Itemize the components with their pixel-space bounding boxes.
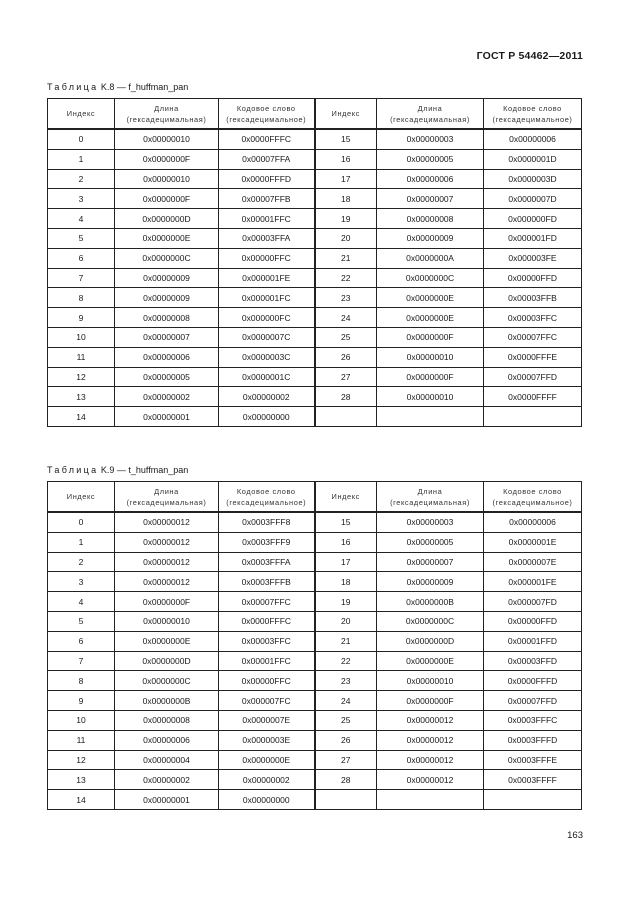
index-cell: 26 (315, 730, 377, 750)
code-cell: 0x00003FFA (219, 228, 315, 248)
code-cell: 0x0000003C (219, 347, 315, 367)
length-cell: 0x00000005 (115, 367, 219, 387)
index-cell: 20 (315, 228, 377, 248)
code-cell: 0x00000006 (484, 129, 582, 149)
length-cell: 0x0000000E (377, 651, 484, 671)
length-cell: 0x0000000B (115, 691, 219, 711)
table-row (48, 770, 582, 790)
index-cell (315, 790, 377, 810)
index-cell: 12 (48, 367, 115, 387)
code-cell: 0x00000002 (219, 387, 315, 407)
index-cell: 20 (315, 611, 377, 631)
table-row (48, 189, 582, 209)
code-cell (484, 790, 582, 810)
index-cell: 3 (48, 189, 115, 209)
code-cell: 0x00000002 (219, 770, 315, 790)
index-cell: 7 (48, 268, 115, 288)
length-cell: 0x00000003 (377, 512, 484, 532)
table-header-row (48, 99, 582, 130)
length-cell (377, 790, 484, 810)
col-length-header: Длина (гексадецимальная) (377, 482, 484, 513)
length-cell: 0x00000006 (377, 169, 484, 189)
code-cell: 0x00001FFC (219, 209, 315, 229)
index-cell: 19 (315, 592, 377, 612)
code-cell: 0x000007FD (484, 592, 582, 612)
table-row (48, 611, 582, 631)
code-cell: 0x0000FFFD (484, 671, 582, 691)
table-row (48, 129, 582, 149)
length-cell: 0x0000000F (115, 149, 219, 169)
table-row (48, 750, 582, 770)
index-cell: 1 (48, 149, 115, 169)
index-cell: 10 (48, 327, 115, 347)
code-cell: 0x000000FC (219, 308, 315, 328)
index-cell: 7 (48, 651, 115, 671)
code-cell: 0x0000007E (484, 552, 582, 572)
caption-lead: Таблица (47, 82, 99, 92)
index-cell: 23 (315, 671, 377, 691)
code-cell (484, 407, 582, 427)
code-cell: 0x0003FFFE (484, 750, 582, 770)
length-cell: 0x00000012 (377, 710, 484, 730)
index-cell (315, 407, 377, 427)
length-cell: 0x00000010 (377, 387, 484, 407)
code-cell: 0x0000FFFE (484, 347, 582, 367)
index-cell: 28 (315, 770, 377, 790)
code-cell: 0x0000001D (484, 149, 582, 169)
index-cell: 23 (315, 288, 377, 308)
table-row (48, 691, 582, 711)
length-cell: 0x0000000F (377, 327, 484, 347)
code-cell: 0x00007FFB (219, 189, 315, 209)
index-cell: 19 (315, 209, 377, 229)
length-cell: 0x00000010 (377, 347, 484, 367)
col-length-header: Длина (гексадецимальная) (115, 99, 219, 130)
length-cell: 0x0000000F (115, 189, 219, 209)
col-length-header: Длина (гексадецимальная) (115, 482, 219, 513)
index-cell: 4 (48, 209, 115, 229)
length-cell: 0x00000009 (377, 572, 484, 592)
index-cell: 16 (315, 532, 377, 552)
table-row (48, 532, 582, 552)
length-cell: 0x00000010 (115, 129, 219, 149)
index-cell: 6 (48, 248, 115, 268)
length-cell: 0x00000002 (115, 770, 219, 790)
index-cell: 25 (315, 327, 377, 347)
table-row (48, 552, 582, 572)
length-cell: 0x00000005 (377, 149, 484, 169)
code-cell: 0x0003FFF8 (219, 512, 315, 532)
length-cell: 0x00000007 (377, 189, 484, 209)
table-k9-caption (47, 465, 188, 475)
col-index-header: Индекс (315, 99, 377, 130)
code-cell: 0x0000007C (219, 327, 315, 347)
length-cell: 0x0000000D (115, 209, 219, 229)
table-k9 (47, 481, 582, 810)
code-cell: 0x00000000 (219, 407, 315, 427)
index-cell: 21 (315, 248, 377, 268)
length-cell: 0x00000007 (377, 552, 484, 572)
table-row (48, 671, 582, 691)
code-cell: 0x0000003D (484, 169, 582, 189)
table-row (48, 512, 582, 532)
table-row (48, 710, 582, 730)
length-cell: 0x00000005 (377, 532, 484, 552)
index-cell: 15 (315, 129, 377, 149)
caption-title: K.8 — f_huffman_pan (98, 82, 189, 92)
index-cell: 14 (48, 407, 115, 427)
length-cell: 0x00000012 (115, 572, 219, 592)
index-cell: 8 (48, 288, 115, 308)
code-cell: 0x0003FFFF (484, 770, 582, 790)
table-row (48, 730, 582, 750)
length-cell: 0x00000010 (377, 671, 484, 691)
length-cell: 0x0000000F (115, 592, 219, 612)
code-cell: 0x00003FFC (484, 308, 582, 328)
code-cell: 0x000007FC (219, 691, 315, 711)
length-cell: 0x00000001 (115, 790, 219, 810)
index-cell: 12 (48, 750, 115, 770)
length-cell: 0x0000000C (377, 268, 484, 288)
index-cell: 2 (48, 552, 115, 572)
index-cell: 9 (48, 308, 115, 328)
table-k8-caption (47, 82, 188, 92)
length-cell: 0x00000012 (377, 750, 484, 770)
index-cell: 17 (315, 552, 377, 572)
index-cell: 21 (315, 631, 377, 651)
length-cell: 0x0000000E (115, 631, 219, 651)
index-cell: 0 (48, 512, 115, 532)
standard-header: ГОСТ Р 54462—2011 (476, 50, 583, 62)
index-cell: 28 (315, 387, 377, 407)
code-cell: 0x0000FFFD (219, 169, 315, 189)
length-cell: 0x0000000E (377, 288, 484, 308)
code-cell: 0x00003FFC (219, 631, 315, 651)
code-cell: 0x00007FFA (219, 149, 315, 169)
table-row (48, 631, 582, 651)
length-cell: 0x00000012 (377, 730, 484, 750)
table-row (48, 149, 582, 169)
col-code-header: Кодовое слово (гексадецимальное) (219, 482, 315, 513)
code-cell: 0x0003FFF9 (219, 532, 315, 552)
table-row (48, 572, 582, 592)
index-cell: 6 (48, 631, 115, 651)
length-cell: 0x00000002 (115, 387, 219, 407)
length-cell: 0x0000000C (377, 611, 484, 631)
length-cell: 0x00000008 (377, 209, 484, 229)
table-row (48, 407, 582, 427)
code-cell: 0x0003FFFB (219, 572, 315, 592)
length-cell: 0x0000000C (115, 248, 219, 268)
caption-title: K.9 — t_huffman_pan (98, 465, 189, 475)
code-cell: 0x0000FFFC (219, 129, 315, 149)
index-cell: 8 (48, 671, 115, 691)
length-cell: 0x00000010 (115, 169, 219, 189)
code-cell: 0x000000FD (484, 209, 582, 229)
length-cell: 0x00000006 (115, 347, 219, 367)
length-cell: 0x00000008 (115, 710, 219, 730)
table-row (48, 288, 582, 308)
table-k8 (47, 98, 582, 427)
index-cell: 18 (315, 572, 377, 592)
code-cell: 0x0000FFFC (219, 611, 315, 631)
col-code-header: Кодовое слово (гексадецимальное) (219, 99, 315, 130)
length-cell: 0x0000000D (115, 651, 219, 671)
index-cell: 10 (48, 710, 115, 730)
code-cell: 0x0000007D (484, 189, 582, 209)
index-cell: 22 (315, 268, 377, 288)
code-cell: 0x0000000E (219, 750, 315, 770)
length-cell: 0x00000001 (115, 407, 219, 427)
code-cell: 0x0000003E (219, 730, 315, 750)
index-cell: 4 (48, 592, 115, 612)
col-code-header: Кодовое слово (гексадецимальное) (484, 99, 582, 130)
code-cell: 0x0000001E (484, 532, 582, 552)
table-row (48, 387, 582, 407)
length-cell: 0x00000003 (377, 129, 484, 149)
table-row (48, 248, 582, 268)
index-cell: 24 (315, 308, 377, 328)
code-cell: 0x000001FE (219, 268, 315, 288)
table-row (48, 308, 582, 328)
table-row (48, 367, 582, 387)
code-cell: 0x00007FFC (484, 327, 582, 347)
index-cell: 15 (315, 512, 377, 532)
index-cell: 11 (48, 347, 115, 367)
length-cell: 0x0000000D (377, 631, 484, 651)
index-cell: 5 (48, 228, 115, 248)
code-cell: 0x00007FFC (219, 592, 315, 612)
index-cell: 0 (48, 129, 115, 149)
code-cell: 0x00003FFD (484, 651, 582, 671)
table-row (48, 651, 582, 671)
length-cell: 0x00000009 (115, 288, 219, 308)
code-cell: 0x00007FFD (484, 691, 582, 711)
index-cell: 3 (48, 572, 115, 592)
length-cell: 0x0000000C (115, 671, 219, 691)
code-cell: 0x0003FFFC (484, 710, 582, 730)
length-cell: 0x00000008 (115, 308, 219, 328)
length-cell: 0x0000000E (377, 308, 484, 328)
table-row (48, 327, 582, 347)
index-cell: 16 (315, 149, 377, 169)
length-cell: 0x00000004 (115, 750, 219, 770)
code-cell: 0x00001FFD (484, 631, 582, 651)
index-cell: 24 (315, 691, 377, 711)
length-cell: 0x00000007 (115, 327, 219, 347)
length-cell: 0x00000012 (377, 770, 484, 790)
length-cell: 0x0000000E (115, 228, 219, 248)
index-cell: 13 (48, 770, 115, 790)
table-header-row (48, 482, 582, 513)
index-cell: 13 (48, 387, 115, 407)
code-cell: 0x0000001C (219, 367, 315, 387)
length-cell: 0x00000012 (115, 512, 219, 532)
index-cell: 22 (315, 651, 377, 671)
index-cell: 2 (48, 169, 115, 189)
code-cell: 0x00001FFC (219, 651, 315, 671)
code-cell: 0x000001FD (484, 228, 582, 248)
length-cell: 0x00000012 (115, 532, 219, 552)
col-code-header: Кодовое слово (гексадецимальное) (484, 482, 582, 513)
length-cell: 0x0000000B (377, 592, 484, 612)
length-cell: 0x00000009 (115, 268, 219, 288)
caption-lead: Таблица (47, 465, 99, 475)
index-cell: 9 (48, 691, 115, 711)
index-cell: 25 (315, 710, 377, 730)
code-cell: 0x0003FFFA (219, 552, 315, 572)
length-cell: 0x00000012 (115, 552, 219, 572)
code-cell: 0x000003FE (484, 248, 582, 268)
table-row (48, 169, 582, 189)
col-length-header: Длина (гексадецимальная) (377, 99, 484, 130)
page-number: 163 (567, 830, 583, 841)
index-cell: 14 (48, 790, 115, 810)
code-cell: 0x00000006 (484, 512, 582, 532)
table-row (48, 228, 582, 248)
index-cell: 5 (48, 611, 115, 631)
length-cell: 0x00000006 (115, 730, 219, 750)
index-cell: 1 (48, 532, 115, 552)
code-cell: 0x00000FFD (484, 611, 582, 631)
code-cell: 0x00007FFD (484, 367, 582, 387)
col-index-header: Индекс (315, 482, 377, 513)
table-row (48, 790, 582, 810)
table-row (48, 268, 582, 288)
index-cell: 17 (315, 169, 377, 189)
code-cell: 0x00003FFB (484, 288, 582, 308)
table-row (48, 347, 582, 367)
index-cell: 26 (315, 347, 377, 367)
length-cell (377, 407, 484, 427)
code-cell: 0x00000FFC (219, 671, 315, 691)
code-cell: 0x0000007E (219, 710, 315, 730)
length-cell: 0x0000000F (377, 691, 484, 711)
length-cell: 0x00000010 (115, 611, 219, 631)
code-cell: 0x00000000 (219, 790, 315, 810)
code-cell: 0x0003FFFD (484, 730, 582, 750)
table-row (48, 209, 582, 229)
col-index-header: Индекс (48, 482, 115, 513)
index-cell: 27 (315, 750, 377, 770)
code-cell: 0x00000FFC (219, 248, 315, 268)
code-cell: 0x00000FFD (484, 268, 582, 288)
index-cell: 11 (48, 730, 115, 750)
code-cell: 0x000001FC (219, 288, 315, 308)
length-cell: 0x00000009 (377, 228, 484, 248)
length-cell: 0x0000000A (377, 248, 484, 268)
code-cell: 0x000001FE (484, 572, 582, 592)
table-row (48, 592, 582, 612)
length-cell: 0x0000000F (377, 367, 484, 387)
index-cell: 18 (315, 189, 377, 209)
index-cell: 27 (315, 367, 377, 387)
col-index-header: Индекс (48, 99, 115, 130)
code-cell: 0x0000FFFF (484, 387, 582, 407)
